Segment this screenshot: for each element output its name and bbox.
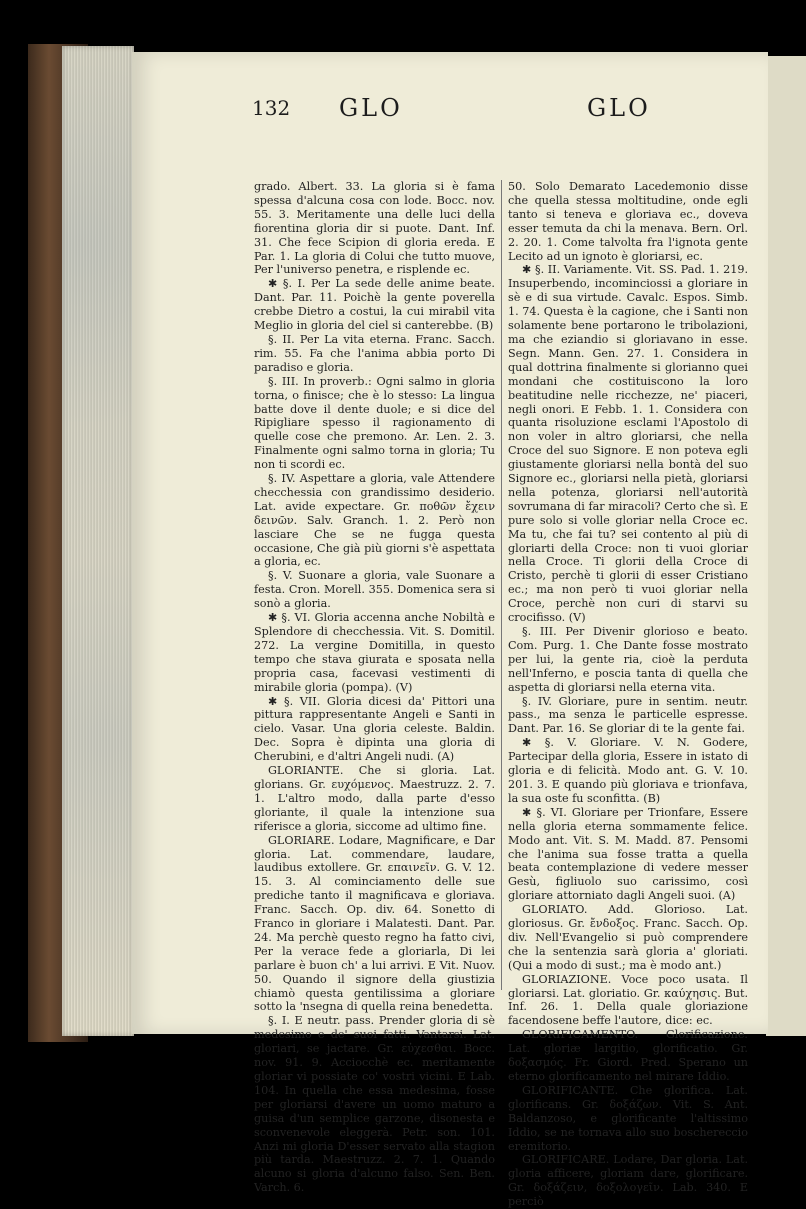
left-column [254, 180, 495, 1195]
entry-paragraph: §. I. E neutr. pass. Prender gloria di sè medesimo e de' suoi fatti. Vantarsi. Lat. gloriari, se jactare. Gr. εὐχεσθαι. Bocc. nov. 91. 9. Acciocchè ec. meritamente gloriar vi possiate co' vostri vicini. E Lab. 104. In quella che essa medesima, fosse per gloriarsi d'avere un uomo maturo a guisa d'un semplice garzone, disonesta e sconvenevole eleggerà. Petr. son. 101. Anzi mi gloria D'esser servato alla stagion più tarda. Maestruzz. 2. 7. 1. Quando alcuno si gloria d'alcuno falso. Sen. Ben. Varch. 6. [254, 1014, 495, 1195]
page-header [132, 94, 768, 134]
entry-paragraph: GLORIFICANTE. Che glorifica. Lat. glorificans. Gr. δοξάζων. Vit. S. Ant. Baldanzoso, e glorificante l'altissimo Iddio, se ne tornava allo suo boschereccio eremitorio. [508, 1083, 748, 1153]
entry-paragraph: ✱ §. II. Variamente. Vit. SS. Pad. 1. 219. Insuperbendo, incominciossi a gloriare in sè e di sua virtude. Cavalc. Espos. Simb. 1. 74. Questa è la cagione, che i Santi non solamente bene portarono le tribolazioni, ma che eziandio si gloriavano in esse. Segn. Mann. Gen. 27. 1. Considera in qual dottrina finalmente si glorianno quei mondani che costituiscono la loro beatitudine nelle ricchezze, ne' piaceri, negli onori. E Febb. 1. 1. Considera con quanta risoluzione esclami l'Apostolo di non voler in altro gloriarsi, che nella Croce del suo Signore. E non poteva egli giustamente gloriarsi nella bontà del suo Signore ec., gloriarsi nella pietà, gloriarsi nella potenza, gloriarsi nell'autorità sovrumana di far miracoli? Certo che sì. E pure solo si volle gloriar nella Croce ec. Ma tu, che fai tu? sei contento al più di gloriarti della Croce: non ti vuoi gloriar nella Croce. Ti glorii della Croce di Cristo, perchè ti glorii di esser Cristiano ec.; ma non però ti vuoi gloriar nella Croce, perchè non curi di starvi su crocifisso. (V) [508, 263, 748, 625]
entry-paragraph: ✱ §. V. Gloriare. V. N. Godere, Partecipar della gloria, Essere in istato di gloria e di felicità. Modo ant. G. V. 10. 201. 3. E quando più gloriava e trionfava, la sua oste fu sconfitta. (B) [508, 736, 748, 805]
right-column [508, 180, 748, 1209]
entry-paragraph: ✱ §. VI. Gloriare per Trionfare, Essere nella gloria eterna sommamente felice. Modo ant. Vit. S. M. Madd. 87. Pensomi che l'anima sua fosse tratta a quella beata contemplazione di vedere messer Gesù, figliuolo suo carissimo, così gloriare attorniato dagli Angeli suoi. (A) [508, 805, 748, 903]
entry-paragraph: GLORIFICAMENTO. Glorificazione. Lat. gloriæ largitio, glorificatio. Gr. δοξασμός. Fr. Giord. Pred. Sperano un eterno glorificamento nel mirare Iddio. [508, 1028, 748, 1083]
entry-paragraph: 50. Solo Demarato Lacedemonio disse che quella stessa moltitudine, onde egli tanto si teneva e gloriava ec., doveva esser temuta da chi la menava. Bern. Orl. 2. 20. 1. Come talvolta fra l'ignota gente Lecito ad un ignoto è gloriarsi, ec. [508, 180, 748, 263]
guide-word-left: GLO [339, 94, 403, 122]
entry-paragraph: GLORIANTE. Che si gloria. Lat. glorians. Gr. ευχόμενος. Maestruzz. 2. 7. 1. L'altro modo, dalla parte d'esso gloriante, il quale la intenzione sua riferisce a gloria, siccome ad ultimo fine. [254, 764, 495, 833]
entry-paragraph: grado. Albert. 33. La gloria si è fama spessa d'alcuna cosa con lode. Bocc. nov. 55. 3. Meritamente una delle luci della fiorentina gloria dir si puote. Dant. Inf. 31. Che fece Scipion di gloria ereda. E Par. 1. La gloria di Colui che tutto muove, Per l'universo penetra, e risplende ec. [254, 180, 495, 277]
entry-paragraph: ✱ §. VI. Gloria accenna anche Nobiltà e Splendore di checchessia. Vit. S. Domitil. 272. La vergine Domitilla, in questo tempo che stava giurata e sposata nella propria casa, facevasi vestimenti di mirabile gloria (pompa). (V) [254, 611, 495, 694]
entry-paragraph: §. II. Per La vita eterna. Franc. Sacch. rim. 55. Fa che l'anima abbia porto Di paradiso e gloria. [254, 332, 495, 374]
entry-paragraph: ✱ §. VII. Gloria dicesi da' Pittori una pittura rappresentante Angeli e Santi in cielo. Vasar. Una gloria celeste. Baldin. Dec. Sopra è dipinta una gloria di Cherubini, e d'altri Angeli nudi. (A) [254, 694, 495, 764]
page-edges [62, 46, 134, 1036]
entry-paragraph: §. III. Per Divenir glorioso e beato. Com. Purg. 1. Che Dante fosse mostrato per lui, la gente ria, cioè la perduta nell'Inferno, e poscia tanta di quella che aspetta di gloriarsi nella eterna vita. [508, 625, 748, 694]
page-number: 132 [252, 96, 291, 120]
entry-paragraph: §. IV. Gloriare, pure in sentim. neutr. pass., ma senza le particelle espresse. Dant. Par. 16. Se gloriar di te la gente fai. [508, 694, 748, 736]
entry-paragraph: ✱ §. I. Per La sede delle anime beate. Dant. Par. 11. Poichè la gente poverella crebbe Dietro a costui, la cui mirabil vita Meglio in gloria del ciel si canterebbe. (B) [254, 277, 495, 333]
entry-paragraph: GLORIAZIONE. Voce poco usata. Il gloriarsi. Lat. gloriatio. Gr. καύχησις. But. Inf. 26. 1. Della quale gloriazione facendosene beffe l'autore, dice: ec. [508, 972, 748, 1028]
entry-paragraph: §. IV. Aspettare a gloria, vale Attendere checchessia con grandissimo desiderio. Lat. avide expectare. Gr. ποθῶν ἔχειν δεινῶν. Salv. Granch. 1. 2. Però non lasciare Che se ne fugga questa occasione, Che già più giorni s'è aspettata a gloria, ec. [254, 472, 495, 569]
entry-paragraph: GLORIARE. Lodare, Magnificare, e Dar gloria. Lat. commendare, laudare, laudibus extollere. Gr. επαινεῖν. G. V. 12. 15. 3. Al cominciamento delle sue prediche tanto il magnificava e gloriava. Franc. Sacch. Op. div. 64. Sonetto di Franco in gloriare i Malatesti. Dant. Par. 24. Ma perchè questo regno ha fatto civi, Per la verace fede a gloriarla, Di lei parlare è buon ch' a lui arrivi. E Vit. Nuov. 50. Quando il signore della giustizia chiamò questa gentilissima a gloriare sotto la 'nsegna di quella reina benedetta. [254, 833, 495, 1014]
entry-paragraph: GLORIFICARE. Lodare, Dar gloria. Lat. gloria afficere, gloriam dare, glorificare. Gr. δοξάζειν, δοξολογεῖν. Lab. 340. E perciò [508, 1153, 748, 1209]
entry-paragraph: §. III. In proverb.: Ogni salmo in gloria torna, o finisce; che è lo stesso: La lingua batte dove il dente duole; e si dice del Ripigliare spesso il ragionamento di quelle cose che premono. Ar. Len. 2. 3. Finalmente ogni salmo torna in gloria; Tu non ti scordi ec. [254, 374, 495, 472]
entry-paragraph: GLORIATO. Add. Glorioso. Lat. gloriosus. Gr. ἔνδοξος. Franc. Sacch. Op. div. Nell'Evangelio si può comprendere che la sentenzia sarà gloria a' gloriati. (Qui a modo di sust.; ma è modo ant.) [508, 903, 748, 972]
facing-page-edge [766, 56, 806, 1036]
guide-word-right: GLO [587, 94, 651, 122]
dictionary-page [132, 52, 768, 1209]
column-divider [501, 180, 502, 990]
entry-paragraph: §. V. Suonare a gloria, vale Suonare a festa. Cron. Morell. 355. Domenica sera si sonò a gloria. [254, 569, 495, 611]
